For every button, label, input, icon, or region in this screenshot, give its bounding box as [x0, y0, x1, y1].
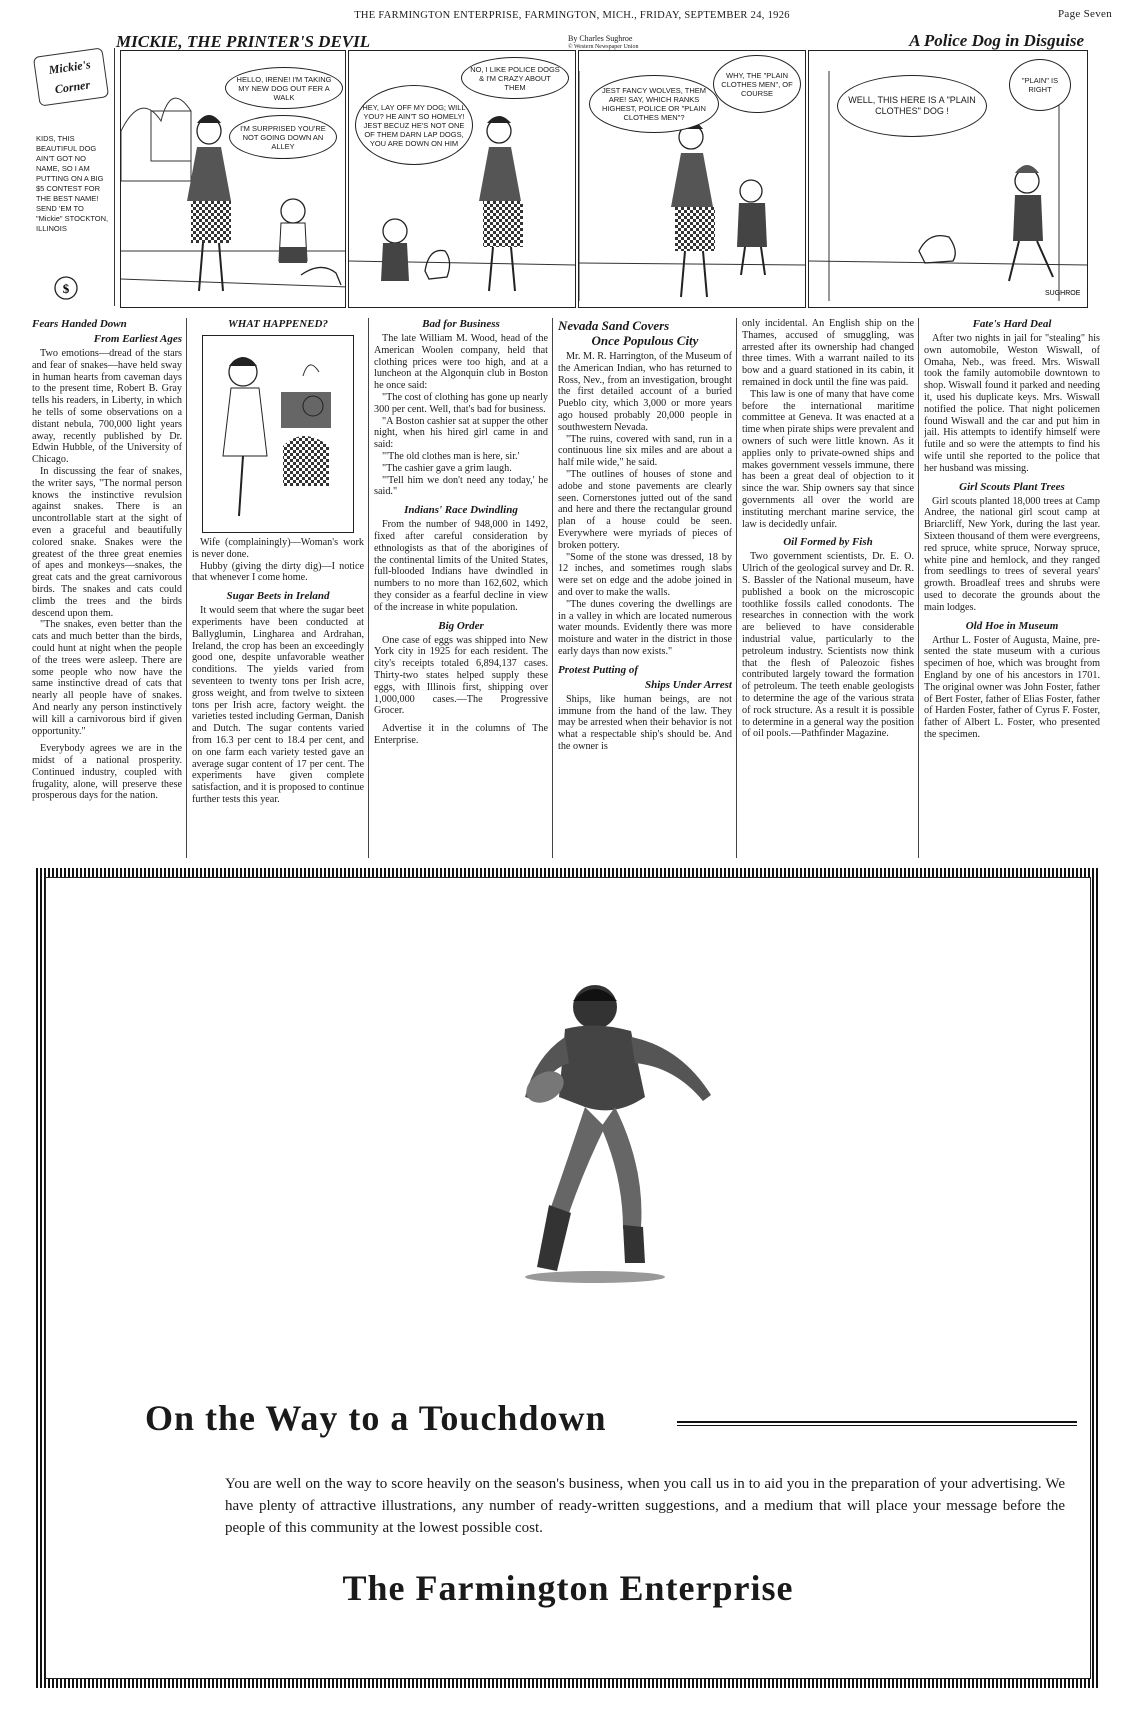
- comic-panel-2: [348, 50, 576, 308]
- masthead: [30, 6, 1114, 26]
- svg-text:$: $: [62, 281, 70, 296]
- article-paragraph: "The snakes, even better than the cats and much better than the birds, could hunt at night when the people of the trees were asleep. There are some people who now have the same instinctive dread of cats that nearly all people have of snakes. And nearly any person instinctively will kill a carnivorous bird if given opportunity.": [32, 619, 182, 737]
- article-paragraph: It would seem that where the sugar beet experiments have been conducted at Ballyglumin, Lingharea and Ardrahan, Ireland, the crop has been an exceedingly good one, despite unfavorable weather conditions. The yields varied from seventeen to twenty tons per Irish acre, gross weight, and from twelve to sixteen tons per Irish acre, factory weight. the varieties tested including German, Danish and Dutch. The sugar contents varied from 16.3 per cent to 18.4 per cent, and on one farm each variety tested gave an average sugar content of 17 per cent. The experiments have given complete satisfaction, and it is proposed to continue further tests this year.: [192, 605, 364, 805]
- svg-text:SUGHROE: SUGHROE: [1045, 290, 1081, 297]
- article-paragraph: Girl scouts planted 18,000 trees at Camp Andree, the national girl scout camp at Briarcliff, New York, during the last year. Sixteen thousand of them were evergreens, red spruce, white spruce, Norway spruce, white pine and hemlock, and they ranged from seedlings to trees of several years' growth. Broadleaf trees and shrubs were used to decorate the grounds about the main lodges.: [924, 495, 1100, 613]
- article-headline: Big Order: [438, 619, 484, 632]
- article-ships-continued: [742, 318, 914, 858]
- speech-bubble: "PLAIN" IS RIGHT: [1009, 59, 1071, 111]
- comic-panel-3: [578, 50, 806, 308]
- article-headline: Sugar Beets in Ireland: [226, 590, 330, 603]
- article-headline: Girl Scouts Plant Trees: [959, 480, 1065, 493]
- column-rule: [736, 318, 737, 858]
- article-paragraph: This law is one of many that have come before the international maritime committee at Geneva. It was enacted at a time when pirate ships were prevalent and owners of such were little known. As it applies only to private-owned ships and makes government vessels immune, there has been a great deal of objection to it since the war. Ship owners say that since governments all over the world are instituting merchant marine service, the law is decidedly unfair.: [742, 388, 914, 530]
- article-what-happened: [192, 318, 364, 858]
- ad-rule: [677, 1421, 1077, 1423]
- article-paragraph: From the number of 948,000 in 1492, fixed after careful consideration by ethnologists as that of the aborigines of the continental limits of the United States, full-blooded Indians have dwindled in numbers to no more than 162,602, which they consider as a fearful decline in view of the increase in white population.: [374, 519, 548, 613]
- comic-copyright: © Western Newspaper Union: [568, 44, 639, 50]
- money-bag-icon: [46, 272, 86, 302]
- article-headline: Once Populous City: [591, 333, 699, 348]
- speech-bubble: I'M SURPRISED YOU'RE NOT GOING DOWN AN ALLEY: [229, 115, 337, 159]
- ad-signature: The Farmington Enterprise: [342, 1568, 794, 1608]
- comic-strip: [30, 30, 1090, 310]
- article-paragraph: "A Boston cashier sat at supper the other night, when his hired girl came in and said:: [374, 415, 548, 451]
- article-paragraph: Ships, like human beings, are not immune from the hand of the law. They may be arrested when their behavior is not what a respectable ship's should be. And the owner is: [558, 693, 732, 752]
- article-headline: Ships Under Arrest: [644, 678, 732, 691]
- article-paragraph: "'Tell him we don't need any today,' he said.": [374, 474, 548, 498]
- ad-rule: [677, 1425, 1077, 1426]
- ad-headline: On the Way to a Touchdown: [145, 1398, 607, 1438]
- column-rule: [918, 318, 919, 858]
- article-paragraph: Advertise it in the columns of The Enterprise.: [374, 723, 548, 746]
- speech-bubble: WHY, THE "PLAIN CLOTHES MEN", OF COURSE: [713, 55, 801, 113]
- article-headline: Fate's Hard Deal: [972, 318, 1052, 330]
- speech-bubble: JEST FANCY WOLVES, THEM ARE! SAY, WHICH RANKS HIGHEST, POLICE OR "PLAIN CLOTHES MEN"?: [589, 75, 719, 133]
- article-headline: Indians' Race Dwindling: [404, 504, 518, 517]
- article-paragraph: Arthur L. Foster of Augusta, Maine, pre-sented the state museum with a curious specimen of hoe, which was brought from England by one of his ancestors in 1701. The original owner was John Foster, father of Bert Foster, father of Elias Foster, father of Harden Foster, father of Cyrus F. Foster, father of Albert L. Foster, who presented the specimen.: [924, 634, 1100, 740]
- corner-contest-text: KIDS, THIS BEAUTIFUL DOG AIN'T GOT NO NAME, SO I AM PUTTING ON A BIG $5 CONTEST FOR THE BEST NAME! SEND 'EM TO "Mickie" STOCKTON, ILLINOIS: [36, 134, 109, 233]
- article-paragraph: In discussing the fear of snakes, the writer says, "The normal person knows the instinctive revulsion against snakes. There is an uncontrollable start at the sight of even a graceful and beautifully colored snake. Snakes were the greatest of the three great enemies of apes and monkeys—snakes, the great cats and the great carnivorous birds. The snakes and cats could climb the trees and the birds descend upon them.: [32, 465, 182, 619]
- article-fears-handed-down: [32, 318, 182, 858]
- speech-bubble: HELLO, IRENE! I'M TAKING MY NEW DOG OUT FER A WALK: [225, 67, 343, 109]
- article-headline: Fears Handed Down: [32, 318, 127, 330]
- comic-title: MICKIE, THE PRINTER'S DEVIL: [116, 32, 371, 51]
- ad-body-text: You are well on the way to score heavily on the season's business, when you call us in to aid you in the preparation of your advertising. We have plenty of attractive illustrations, any number of ready-written suggestions, and a medium that will place your message before the people of this community at the lowest possible cost.: [225, 1476, 1065, 1536]
- article-headline: From Earliest Ages: [93, 333, 182, 345]
- article-paragraph: One case of eggs was shipped into New York city in 1925 for each resident. The city's receipts totaled 6,894,137 cases. Thirty-two states helped supply these eggs, with Illinois first, shipping over 1,000,000 cases.—The Progressive Grocer.: [374, 634, 548, 717]
- article-headline: Nevada Sand Covers: [558, 318, 670, 333]
- football-player-illustration: [445, 967, 745, 1287]
- cartoon-caption: Hubby (giving the dirty dig)—I notice that whenever I come home.: [192, 560, 364, 584]
- speech-bubble: WELL, THIS HERE IS A "PLAIN CLOTHES" DOG !: [837, 75, 987, 137]
- article-headline: Oil Formed by Fish: [783, 536, 873, 549]
- article-paragraph: After two nights in jail for "stealing" his own automobile, Weston Wiswall, of Omaha, Neb., was freed. Mrs. Wiswall took the family automobile downtown to shop. Wiswall found it parked and needing it, used his duplicate keys. Mrs. Wiswall notified the police. That night policemen found Wiswall and the car and put him in jail. His attempts to identify himself were futile and so were the attempts to find his wife until she reported to the police that her husband was missing.: [924, 333, 1100, 474]
- article-paragraph: only incidental. An English ship on the Thames, accused of smuggling, was arrested after its ownership had changed three times. With a warrant nailed to its bow and a guard stationed in its cabin, it remained in dock until the fine was paid.: [742, 318, 914, 388]
- cartoon-drawing: [203, 336, 353, 532]
- article-headline: Protest Putting of: [558, 663, 639, 676]
- article-paragraph: Everybody agrees we are in the midst of a national prosperity. Continued industry, coupled with frugality, alone, will preserve these prosperous days for the nation.: [32, 743, 182, 802]
- article-bad-for-business: [374, 318, 548, 858]
- article-paragraph: "'The old clothes man is here, sir.': [382, 450, 520, 462]
- article-paragraph: Mr. M. R. Harrington, of the Museum of the American Indian, who has returned to Ross, Nev., from an investigation, brought the first detailed account of a buried Pueblo city, which 3,000 or more years ago housed probably 20,000 people in southwestern Nevada.: [558, 351, 732, 433]
- article-paragraph: "The cashier gave a grim laugh.: [382, 462, 512, 474]
- article-paragraph: "The ruins, covered with sand, run in a continuous line six miles and are about a half mile wide," he said.: [558, 433, 732, 469]
- article-nevada-sand: [558, 318, 732, 858]
- cartoon-headline: WHAT HAPPENED?: [228, 318, 328, 330]
- article-headline: Old Hoe in Museum: [965, 619, 1059, 632]
- article-headline: Bad for Business: [422, 318, 500, 330]
- touchdown-advertisement: [36, 868, 1100, 1688]
- page-number: Page Seven: [1057, 8, 1112, 20]
- article-paragraph: "The dunes covering the dwellings are in a valley in which are located numerous water mounds. Evidently there was more moisture and water in the district in those early days than now exists.": [558, 598, 732, 657]
- speech-bubble: HEY, LAY OFF MY DOG; WILL YOU? HE AIN'T SO HOMELY! JEST BECUZ HE'S NOT ONE OF THEM DARN LAP DOGS, YOU ARE DOWN ON HIM: [355, 85, 473, 165]
- comic-panel-1: [120, 50, 346, 308]
- article-paragraph: The late William M. Wood, head of the American Woolen company, held that clothing prices were too high, and at a luncheon at the Algonquin club in Boston he once said:: [374, 333, 548, 392]
- article-paragraph: "The cost of clothing has gone up nearly 300 per cent. Well, that's bad for business.: [374, 391, 548, 415]
- mickies-corner: [32, 48, 115, 306]
- cartoon-illustration: [202, 335, 354, 533]
- comic-author: By Charles Sughroe: [568, 34, 633, 43]
- speech-bubble: NO, I LIKE POLICE DOGS & I'M CRAZY ABOUT THEM: [461, 57, 569, 99]
- comic-subtitle: A Police Dog in Disguise: [909, 31, 1084, 50]
- corner-logo: Mickie's Corner: [33, 47, 109, 106]
- article-paragraph: "The outlines of houses of stone and adobe and stone pavements are clearly seen. Cornerstones jutted out of the sand and here and there the rectangular ground plan of a house could be seen. Everywhere were myriads of pieces of broken pottery.: [558, 468, 732, 551]
- article-paragraph: Two government scientists, Dr. E. O. Ulrich of the geological survey and Dr. R. S. Bassler of the National museum, have published a book on the microscopic toothlike fossils called conodonts. The researches in connection with the work are believed to have considerable industrial value, particularly to the petroleum industry. Scientists now think that the flesh of Paleozoic fishes contributed largely toward the formation of petroleum. The teeth enable geologists to determine the age of the various strata of rock structure. As a result it is possible to determine in a general way the position of oil pools.—Pathfinder Magazine.: [742, 551, 914, 740]
- comic-panel-4: [808, 50, 1088, 308]
- column-rule: [368, 318, 369, 858]
- article-paragraph: Two emotions—dread of the stars and fear of snakes—have held sway in human hearts from caveman days to the present time, Robert B. Gray tells his readers, in Liberty, in which he tells of some observations on a distant nebula, 700,000 light years away, recently published by Dr. Edwin Hubble, of the University of Chicago.: [32, 348, 182, 466]
- article-fates-hard-deal: [924, 318, 1100, 858]
- column-rule: [552, 318, 553, 858]
- article-paragraph: "Some of the stone was dressed, 18 by 12 inches, and sometimes rough slabs were set on edge and the adobe joined in and over to make the walls.: [558, 551, 732, 598]
- column-rule: [186, 318, 187, 858]
- cartoon-caption: Wife (complainingly)—Woman's work is never done.: [192, 537, 364, 560]
- masthead-dateline: THE FARMINGTON ENTERPRISE, FARMINGTON, MICH., FRIDAY, SEPTEMBER 24, 1926: [354, 10, 790, 21]
- comic-panels: [120, 50, 1088, 308]
